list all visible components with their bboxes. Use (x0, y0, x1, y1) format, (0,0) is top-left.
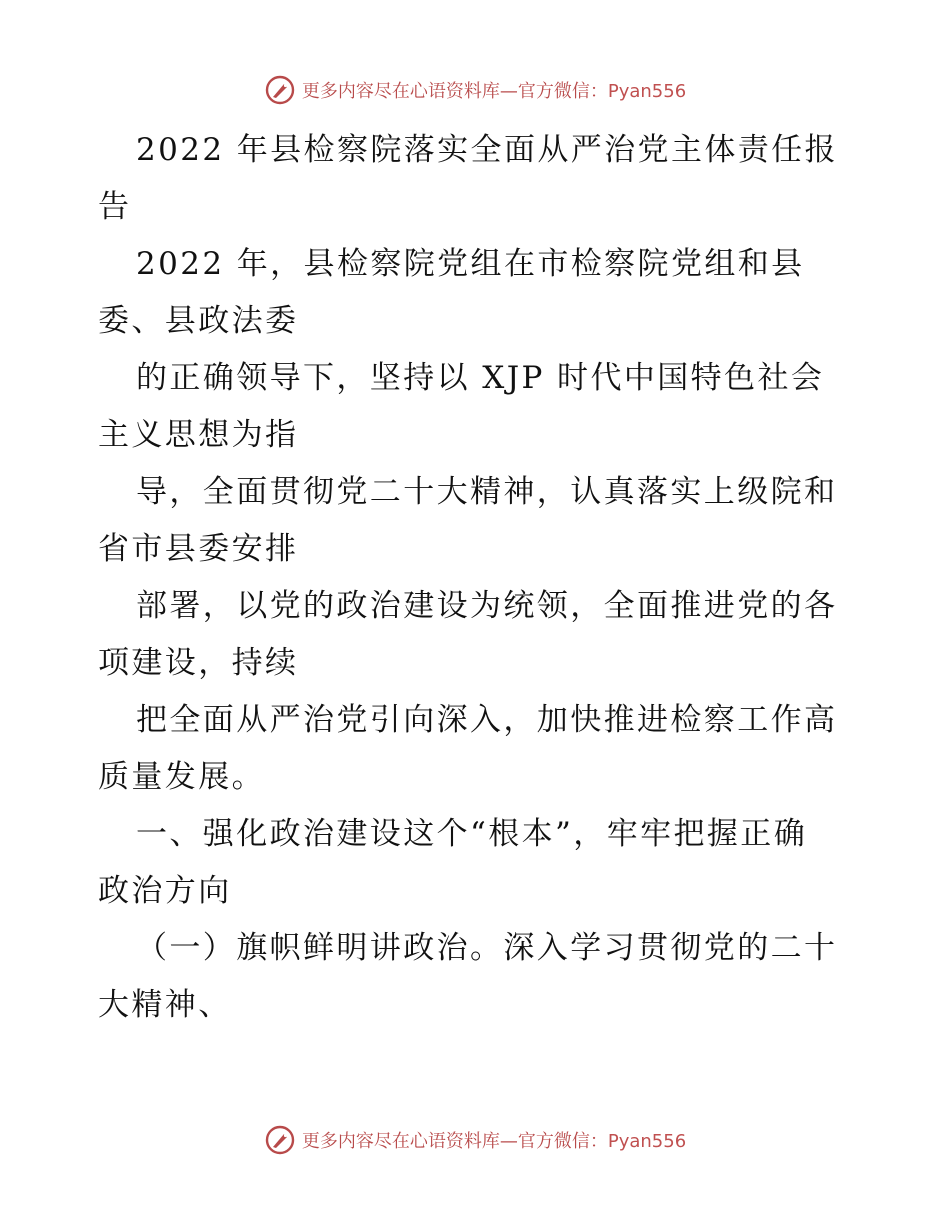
text-line: 导，全面贯彻党二十大精神，认真落实上级院和 (136, 474, 838, 510)
text-line: （一）旗帜鲜明讲政治。深入学习贯彻党的二十 (136, 930, 838, 966)
text-line: 大精神、 (98, 987, 232, 1023)
text-line: 政治方向 (98, 873, 232, 909)
pen-nib-logo-icon (264, 1124, 296, 1156)
text-line: 告 (98, 189, 132, 225)
text-line: 项建设，持续 (98, 645, 299, 681)
text-line: 省市县委安排 (98, 531, 299, 567)
watermark-text: 更多内容尽在心语资料库—官方微信：Pyan556 (301, 81, 687, 102)
pen-nib-logo-icon (264, 74, 296, 106)
text-line: 委、县政法委 (98, 303, 299, 339)
watermark-text: 更多内容尽在心语资料库—官方微信：Pyan556 (301, 1131, 687, 1152)
text-line: 2022 年县检察院落实全面从严治党主体责任报 (136, 132, 838, 168)
footer-watermark-banner (0, 1120, 950, 1160)
text-line: 质量发展。 (98, 759, 265, 795)
document-body (98, 122, 858, 1034)
text-line: 一、强化政治建设这个“根本”，牢牢把握正确 (136, 816, 808, 852)
text-line: 部署，以党的政治建设为统领，全面推进党的各 (136, 588, 838, 624)
text-line: 把全面从严治党引向深入，加快推进检察工作高 (136, 702, 838, 738)
text-line: 主义思想为指 (98, 417, 299, 453)
text-line: 2022 年，县检察院党组在市检察院党组和县 (136, 246, 805, 282)
header-watermark-banner (0, 70, 950, 110)
text-line: 的正确领导下，坚持以 XJP 时代中国特色社会 (136, 360, 825, 396)
